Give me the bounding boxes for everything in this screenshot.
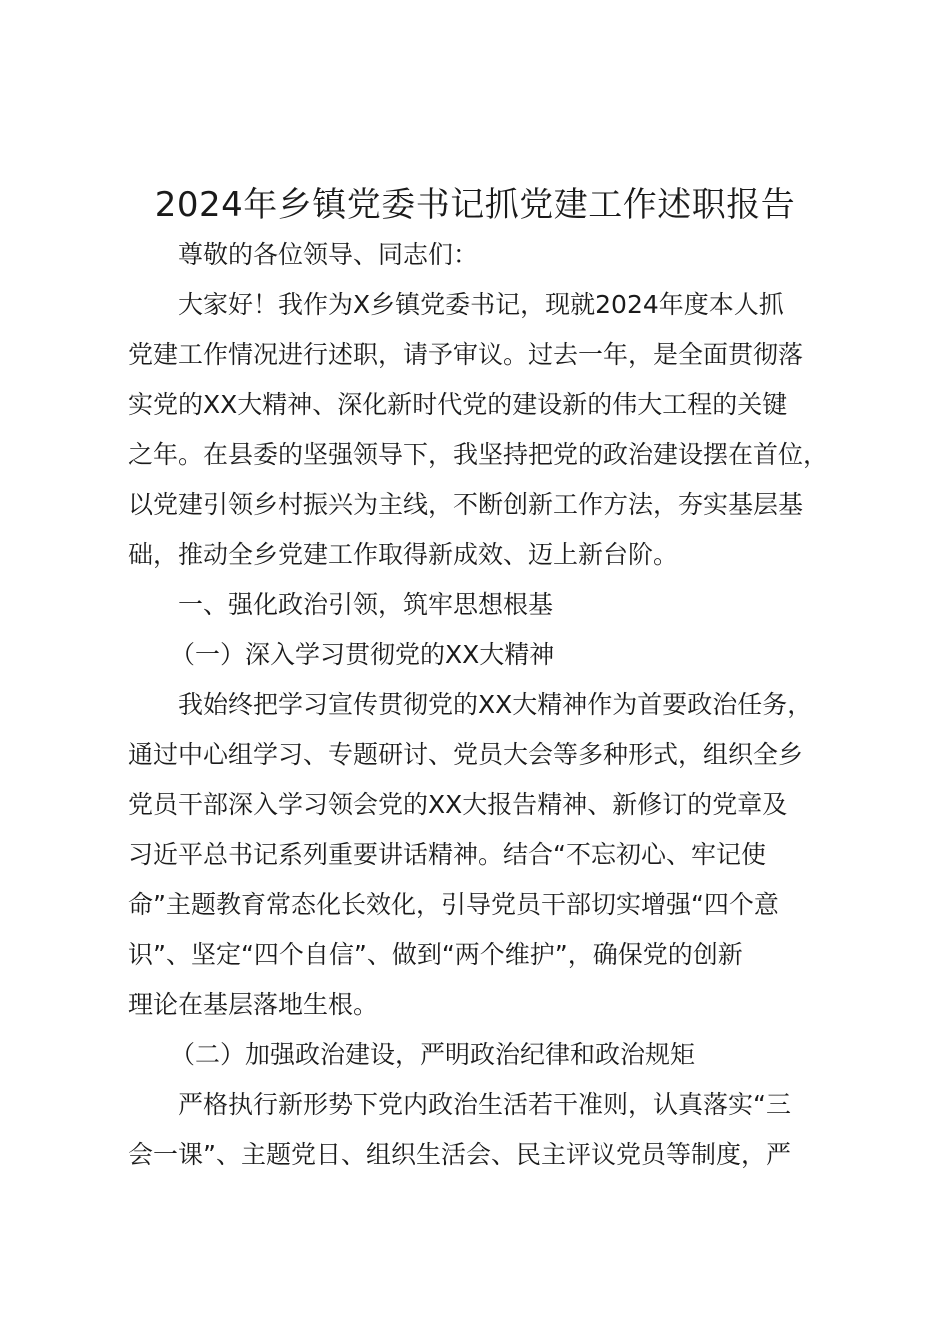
paragraph-line: 之年。在县委的坚强领导下，我坚持把党的政治建设摆在首位，: [128, 440, 829, 469]
subsection-heading: （二）加强政治建设，严明政治纪律和政治规矩: [170, 1040, 696, 1069]
paragraph-line: 命”主题教育常态化长效化，引导党员干部切实增强“四个意: [128, 890, 779, 919]
paragraph-line: 党员干部深入学习领会党的XX大报告精神、新修订的党章及: [128, 790, 788, 819]
document-title: 2024年乡镇党委书记抓党建工作述职报告: [154, 185, 796, 225]
paragraph-line: 以党建引领乡村振兴为主线，不断创新工作方法，夯实基层基: [128, 490, 804, 519]
paragraph-line: 党建工作情况进行述职，请予审议。过去一年，是全面贯彻落: [128, 340, 804, 369]
salutation: 尊敬的各位领导、同志们：: [178, 240, 479, 269]
paragraph-line: 础，推动全乡党建工作取得新成效、迈上新台阶。: [128, 540, 679, 569]
paragraph-line: 大家好！我作为X乡镇党委书记，现就2024年度本人抓: [178, 290, 784, 319]
paragraph-line: 我始终把学习宣传贯彻党的XX大精神作为首要政治任务，: [178, 690, 813, 719]
paragraph-line: 实党的XX大精神、深化新时代党的建设新的伟大工程的关键: [128, 390, 788, 419]
paragraph-line: 严格执行新形势下党内政治生活若干准则，认真落实“三: [178, 1090, 791, 1119]
paragraph-line: 理论在基层落地生根。: [128, 990, 379, 1019]
paragraph-line: 识”、坚定“四个自信”、做到“两个维护”，确保党的创新: [128, 940, 743, 969]
paragraph-line: 习近平总书记系列重要讲话精神。结合“不忘初心、牢记使: [128, 840, 766, 869]
paragraph-line: 通过中心组学习、专题研讨、党员大会等多种形式，组织全乡: [128, 740, 804, 769]
section-heading: 一、强化政治引领，筑牢思想根基: [178, 590, 554, 619]
paragraph-line: 会一课”、主题党日、组织生活会、民主评议党员等制度，严: [128, 1140, 791, 1169]
subsection-heading: （一）深入学习贯彻党的XX大精神: [170, 640, 555, 669]
